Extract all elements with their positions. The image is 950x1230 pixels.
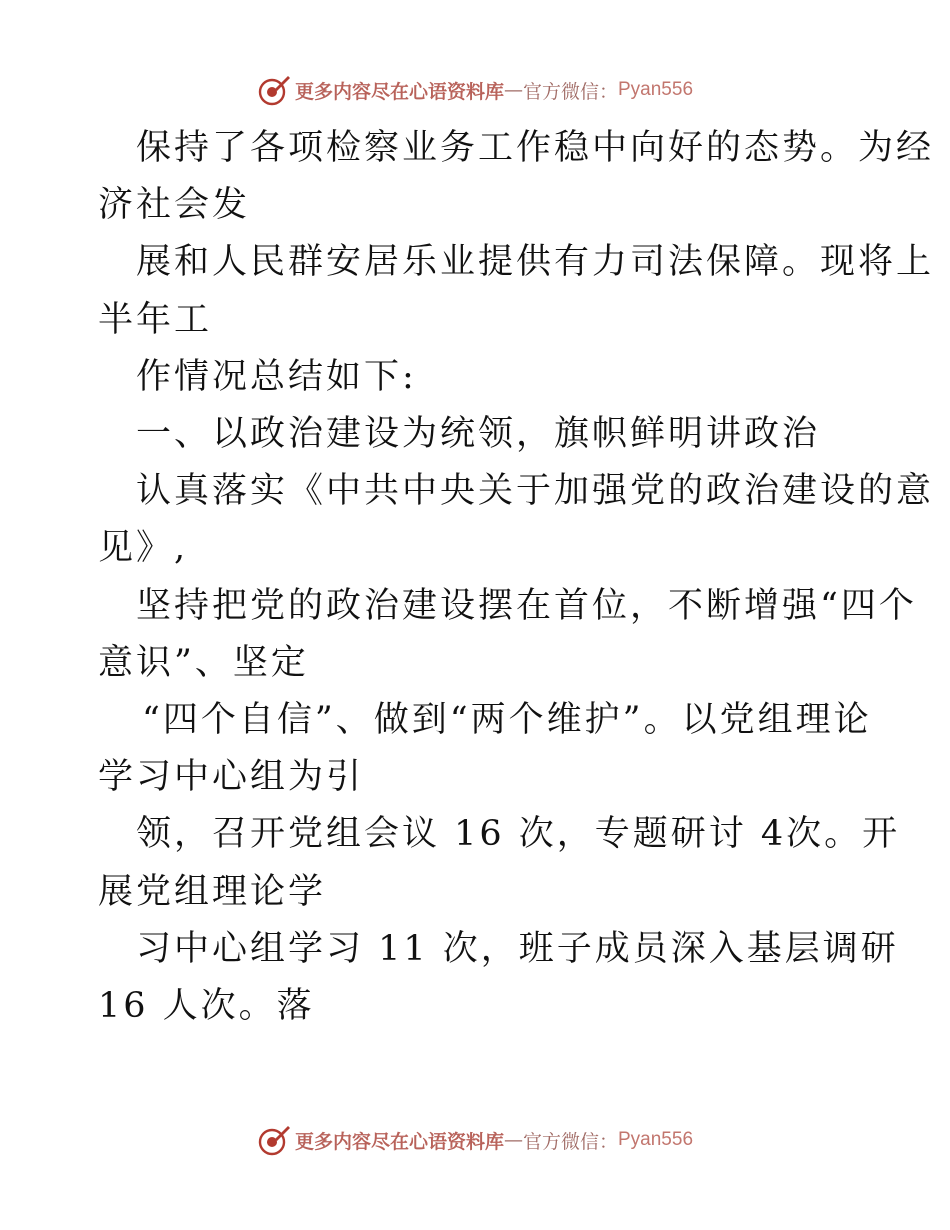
paragraph-line: 坚持把党的政治建设摆在首位，不断增强“四个 [136,585,917,626]
paragraph-line: 学习中心组为引 [98,757,365,798]
paragraph-line: 保持了各项检察业务工作稳中向好的态势。为经 [136,128,935,168]
watermark-dash: — [503,79,523,101]
watermark-id-text: Pyan556 [618,1129,694,1150]
paragraph-line: 意识”、坚定 [98,642,309,683]
section-heading: 一、以政治建设为统领，旗帜鲜明讲政治 [136,414,821,455]
paragraph-line: 作情况总结如下: [136,356,417,397]
paragraph-line: 习中心组学习 11 次，班子成员深入基层调研 [136,928,899,969]
paragraph-line: 领，召开党组会议 16 次，专题研讨 4次。开 [136,814,901,855]
watermark-dash: — [503,1129,523,1151]
watermark-main-text: 更多内容尽在心语资料库 [294,80,504,103]
header-watermark [0,70,950,110]
watermark-sub-text: 官方微信： [522,80,618,103]
watermark-id-text: Pyan556 [618,79,694,100]
paragraph-line: “四个自信”、做到“两个维护”。以党组理论 [142,700,872,741]
footer-watermark [0,1120,950,1160]
paragraph-line: 见》, [98,528,189,569]
pen-seal-logo-icon [257,73,291,107]
paragraph-line: 济社会发 [98,185,251,226]
pen-seal-logo-icon [257,1123,291,1157]
document-body [98,120,935,1035]
paragraph-line: 展党组理论学 [98,871,327,912]
paragraph-line: 认真落实《中共中央关于加强党的政治建设的意 [136,471,935,512]
paragraph-line: 16 人次。落 [98,986,315,1027]
paragraph-line: 半年工 [98,299,213,340]
paragraph-line: 展和人民群安居乐业提供有力司法保障。现将上 [136,242,935,283]
watermark-main-text: 更多内容尽在心语资料库 [294,1130,504,1153]
watermark-sub-text: 官方微信： [522,1130,618,1153]
